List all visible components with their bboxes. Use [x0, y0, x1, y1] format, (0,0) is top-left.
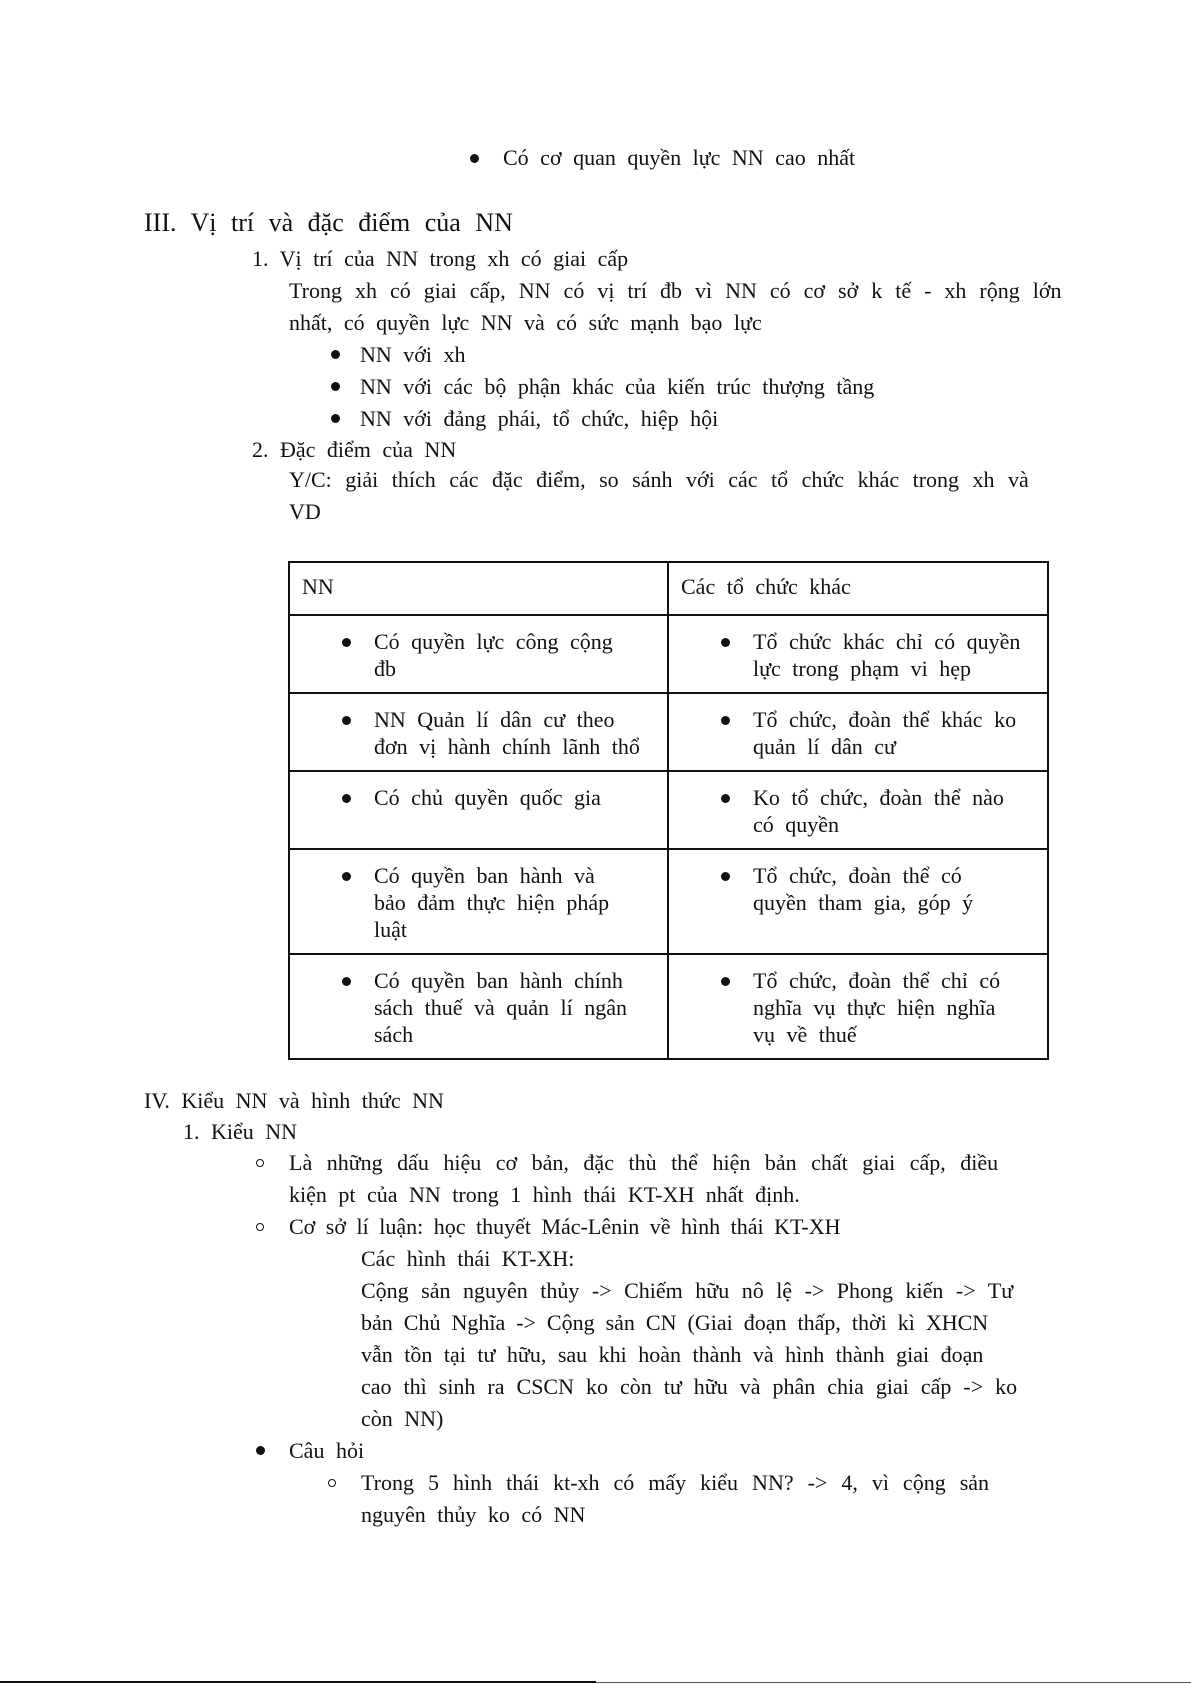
table-cell: [668, 771, 1048, 849]
section-4-sub-2: Cơ sở lí luận: học thuyết Mác-Lênin về hình thái KT-XH: [289, 1214, 841, 1239]
section-3-item-1-bullet: NN với các bộ phận khác của kiến trúc thượng tầng: [360, 374, 875, 399]
table-header-right: Các tổ chức khác: [681, 574, 851, 599]
section-3-heading: III. Vị trí và đặc điểm của NN: [144, 208, 513, 237]
cell-line: sách: [374, 1022, 414, 1047]
table-cell: [668, 954, 1048, 1059]
cell-line: đơn vị hành chính lãnh thổ: [374, 734, 640, 759]
section-3-item-2-para-line-2: VD: [289, 499, 321, 524]
cell-line: Tổ chức khác chỉ có quyền: [753, 629, 1021, 654]
section-3-item-1-bullet: NN với đảng phái, tổ chức, hiệp hội: [360, 406, 719, 431]
cell-line: Có quyền ban hành chính: [374, 968, 623, 993]
table-cell: [289, 954, 668, 1059]
bullet-icon: [342, 977, 351, 986]
question-line-2: nguyên thủy ko có NN: [361, 1502, 586, 1527]
section-4-item-1-title: 1. Kiểu NN: [183, 1119, 298, 1144]
section-3-item-1-para-line-2: nhất, có quyền lực NN và có sức mạnh bạo lực: [289, 310, 762, 335]
cell-line: Tổ chức, đoàn thể có: [753, 863, 962, 888]
bullet-icon: [331, 350, 340, 359]
section-4-sub-1-line-2: kiện pt của NN trong 1 hình thái KT-XH nhất định.: [289, 1182, 800, 1207]
forms-title: Các hình thái KT-XH:: [361, 1246, 575, 1271]
bullet-icon: [342, 638, 351, 647]
table-header-cell: [668, 562, 1048, 615]
table-cell: [668, 693, 1048, 771]
circle-bullet-icon: [328, 1479, 336, 1487]
cell-line: đb: [374, 656, 396, 681]
circle-bullet-icon: [256, 1159, 264, 1167]
cell-line: nghĩa vụ thực hiện nghĩa: [753, 995, 996, 1020]
circle-bullet-icon: [256, 1223, 264, 1231]
bullet-icon: [721, 977, 730, 986]
table-cell: [289, 771, 668, 849]
section-4-heading: IV. Kiểu NN và hình thức NN: [144, 1088, 444, 1113]
table-cell: [668, 615, 1048, 693]
table-cell: [289, 693, 668, 771]
cell-line: quản lí dân cư: [753, 734, 896, 759]
forms-line: vẫn tồn tại tư hữu, sau khi hoàn thành và hình thành giai đoạn: [361, 1342, 984, 1367]
page-bottom-divider: [0, 1681, 596, 1683]
section-3-item-2-para-line-1: Y/C: giải thích các đặc điểm, so sánh với các tổ chức khác trong xh và: [289, 467, 1029, 492]
forms-line: cao thì sinh ra CSCN ko còn tư hữu và phân chia giai cấp -> ko: [361, 1374, 1018, 1399]
section-4-sub-1-line-1: Là những dấu hiệu cơ bản, đặc thù thể hiện bản chất giai cấp, điều: [289, 1150, 999, 1175]
section-3-item-1-title: 1. Vị trí của NN trong xh có giai cấp: [252, 246, 629, 271]
bullet-icon: [331, 382, 340, 391]
bullet-icon: [470, 154, 479, 163]
cell-line: Tổ chức, đoàn thể khác ko: [753, 707, 1017, 732]
table-row: [289, 849, 1048, 954]
page-bottom-divider: [596, 1682, 1191, 1683]
table-row: [289, 954, 1048, 1059]
bullet-icon: [342, 716, 351, 725]
cell-line: luật: [374, 917, 407, 942]
top-bullet-text: Có cơ quan quyền lực NN cao nhất: [503, 145, 856, 170]
cell-line: Có chủ quyền quốc gia: [374, 785, 601, 810]
cell-line: Tổ chức, đoàn thể chỉ có: [753, 968, 1001, 993]
section-3-item-1-bullet: NN với xh: [360, 342, 466, 367]
table-cell: [668, 849, 1048, 954]
cell-line: có quyền: [753, 812, 840, 837]
bullet-icon: [331, 414, 340, 423]
question-line-1: Trong 5 hình thái kt-xh có mấy kiểu NN? -> 4, vì cộng sản: [361, 1470, 990, 1495]
forms-line: còn NN): [361, 1406, 444, 1431]
cell-line: lực trong phạm vi hẹp: [753, 656, 971, 681]
cell-line: sách thuế và quản lí ngân: [374, 995, 627, 1020]
table-row: [289, 771, 1048, 849]
cell-line: quyền tham gia, góp ý: [753, 890, 974, 915]
bullet-icon: [256, 1446, 265, 1455]
table-cell: [289, 849, 668, 954]
cell-line: NN Quản lí dân cư theo: [374, 707, 615, 732]
bullet-icon: [721, 794, 730, 803]
question-label: Câu hỏi: [289, 1438, 365, 1463]
cell-line: vụ về thuế: [753, 1022, 857, 1047]
bullet-icon: [721, 638, 730, 647]
table-header-cell: [289, 562, 668, 615]
cell-line: Ko tổ chức, đoàn thể nào: [753, 785, 1004, 810]
table-cell: [289, 615, 668, 693]
bullet-icon: [721, 872, 730, 881]
table-header-left: NN: [302, 574, 334, 599]
comparison-table: [288, 561, 1049, 1060]
section-3-item-1-para-line-1: Trong xh có giai cấp, NN có vị trí đb vì NN có cơ sở k tế - xh rộng lớn: [289, 278, 1062, 303]
cell-line: Có quyền ban hành và: [374, 863, 595, 888]
cell-line: bảo đảm thực hiện pháp: [374, 890, 610, 915]
forms-line: bản Chủ Nghĩa -> Cộng sản CN (Giai đoạn thấp, thời kì XHCN: [361, 1310, 989, 1335]
bullet-icon: [342, 794, 351, 803]
bullet-icon: [721, 716, 730, 725]
section-3-item-2-title: 2. Đặc điểm của NN: [252, 437, 457, 462]
table-row: [289, 693, 1048, 771]
bullet-icon: [342, 872, 351, 881]
forms-line: Cộng sản nguyên thủy -> Chiếm hữu nô lệ -> Phong kiến -> Tư: [361, 1278, 1014, 1303]
cell-line: Có quyền lực công cộng: [374, 629, 613, 654]
table-row: [289, 615, 1048, 693]
table-header-row: [289, 562, 1048, 615]
